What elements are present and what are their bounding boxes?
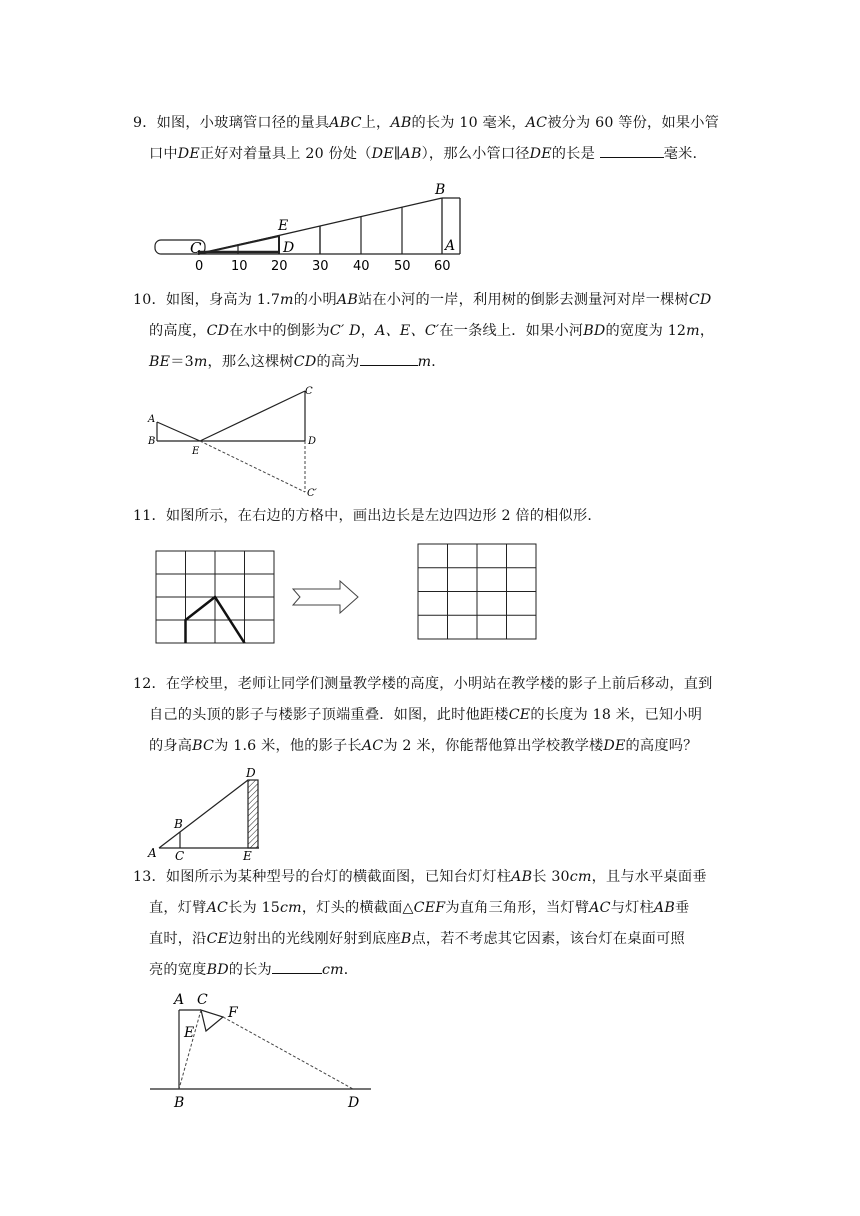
q10-label-B: B (148, 436, 156, 447)
q10-label-C: C (305, 386, 313, 397)
q13-label-A: A (174, 992, 185, 1008)
q10-label-A: A (148, 414, 156, 425)
q11-arrow-icon (293, 581, 358, 613)
q9-tick-40: 40 (353, 259, 370, 274)
q10-label-D: D (308, 436, 317, 447)
q10-line-2: 的高度，CD在水中的倒影为C′ D，A、E、C′在一条线上．如果小河BD的宽度为 12m， (149, 323, 715, 339)
q12-label-C: C (175, 849, 185, 863)
q9-line-2: 口中DE正好对着量具上 20 份处（DE∥AB），那么小管口径DE的长是 毫米. (133, 139, 738, 170)
q13-line-1: 13．如图所示为某种型号的台灯的横截面图，已知台灯灯柱AB长 30cm，且与水平桌面垂 (133, 869, 707, 885)
q12-label-A: A (148, 846, 157, 860)
q9-label-B: B (435, 182, 446, 198)
q9-label-D: D (283, 240, 295, 256)
q13-label-B: B (174, 1095, 185, 1111)
q13-figure (148, 990, 378, 1110)
q9-tick-0: 0 (195, 259, 204, 274)
q12-line-2: 自己的头顶的影子与楼影子顶端重叠．如图，此时他距楼CE的长度为 18 米，已知小明 (149, 707, 703, 723)
q10-number: 10． (133, 292, 166, 308)
q9-label-A: A (445, 238, 456, 254)
q13-label-D: D (348, 1095, 360, 1111)
q10-answer-blank[interactable] (360, 351, 418, 366)
q12-line-3: 的身高BC为 1.6 米，他的影子长AC为 2 米，你能帮他算出学校教学楼DE的高度吗？ (149, 738, 698, 754)
q9-label-E: E (278, 218, 289, 234)
q9-number: 9． (133, 115, 157, 131)
question-11 (133, 501, 738, 532)
q9-figure (150, 180, 470, 275)
q13-answer-blank[interactable] (272, 959, 322, 974)
q10-figure (145, 385, 325, 500)
q12-label-B: B (174, 817, 183, 831)
q10-label-Cprime: C′ (307, 488, 317, 499)
q13-number: 13． (133, 869, 166, 885)
q12-label-D: D (246, 766, 256, 780)
q9-tick-50: 50 (394, 259, 411, 274)
question-10 (133, 285, 738, 378)
q10-line-3: BE＝3m，那么这棵树CD的高为 m． (133, 347, 738, 378)
q9-tick-30: 30 (312, 259, 329, 274)
q11-number: 11． (133, 508, 166, 524)
q10-label-E: E (192, 446, 200, 457)
q9-line-1: 9．如图，小玻璃管口径的量具ABC上，AB的长为 10 毫米，AC被分为 60 等份，如果小管 (133, 115, 719, 131)
q12-number: 12． (133, 676, 166, 692)
q13-label-E: E (184, 1025, 195, 1041)
q9-tick-60: 60 (434, 259, 451, 274)
q13-line-4: 亮的宽度BD的长为 cm． (133, 955, 738, 986)
q11-right-grid (418, 544, 536, 639)
q13-line-2: 直，灯臂AC长为 15cm，灯头的横截面△CEF为直角三角形，当灯臂AC与灯柱AB垂 (149, 900, 690, 916)
q10-line-1: 10．如图，身高为 1.7m的小明AB站在小河的一岸，利用树的倒影去测量河对岸一棵树CD (133, 292, 712, 308)
q9-answer-blank[interactable] (600, 143, 664, 158)
q9-tick-20: 20 (271, 259, 288, 274)
question-13 (133, 862, 738, 986)
q12-line-1: 12．在学校里，老师让同学们测量教学楼的高度，小明站在教学楼的影子上前后移动，直到 (133, 676, 713, 692)
q9-tick-10: 10 (231, 259, 248, 274)
q13-line-3: 直时，沿CE边射出的光线刚好射到底座B点，若不考虑其它因素，该台灯在桌面可照 (149, 931, 685, 947)
q12-label-E: E (243, 849, 252, 863)
q11-figure (150, 545, 550, 645)
question-9 (133, 108, 738, 170)
q13-label-F: F (228, 1005, 238, 1021)
question-12 (133, 669, 738, 762)
q13-label-C: C (197, 992, 208, 1008)
q12-figure (143, 768, 273, 863)
q9-label-C: C (190, 239, 202, 257)
q11-line-1: 11．如图所示，在右边的方格中，画出边长是左边四边形 2 倍的相似形． (133, 508, 602, 524)
